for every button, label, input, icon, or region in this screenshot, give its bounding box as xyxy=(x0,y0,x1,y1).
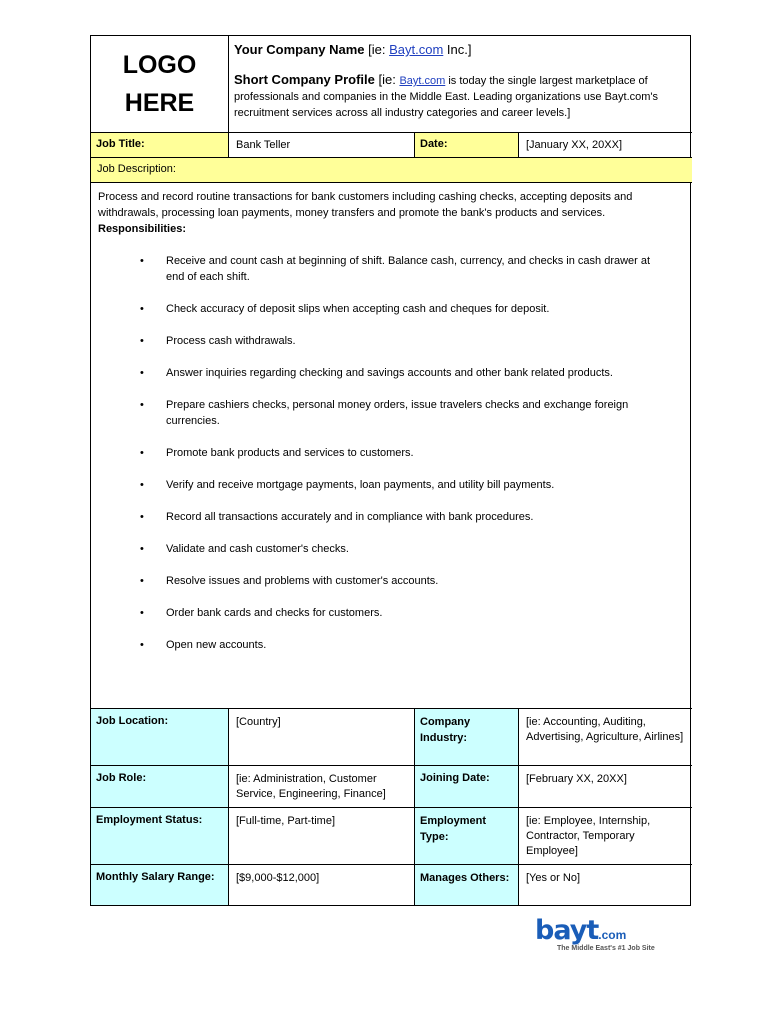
company-profile xyxy=(234,72,684,121)
list-item: • Validate and cash customer's checks. xyxy=(140,543,349,555)
list-item: • Promote bank products and services to customers. xyxy=(140,447,414,459)
bullet-icon: • xyxy=(140,303,144,315)
job-location-label: Job Location: xyxy=(91,709,229,766)
bullet-icon: • xyxy=(140,335,144,347)
profile-prefix: [ie: xyxy=(374,72,400,87)
company-info-cell xyxy=(229,36,692,133)
responsibilities-heading: Responsibilities: xyxy=(98,223,187,235)
employment-type-value: [ie: Employee, Internship, Contractor, Temporary Employee] xyxy=(519,808,692,865)
bullet-icon: • xyxy=(140,543,144,555)
responsibilities-list xyxy=(98,253,685,653)
bayt-logo-suffix: .com xyxy=(598,928,627,942)
list-item: • Resolve issues and problems with customer's accounts. xyxy=(140,575,439,587)
bayt-logo xyxy=(535,917,655,952)
logo-line-2: HERE xyxy=(124,89,195,117)
list-item: • Process cash withdrawals. xyxy=(140,335,296,347)
list-item: • Prepare cashiers checks, personal money orders, issue travelers checks and exchange foreign currencies. xyxy=(140,399,629,427)
list-item: • Verify and receive mortgage payments, loan payments, and utility bill payments. xyxy=(140,479,555,491)
bullet-icon: • xyxy=(140,511,144,523)
logo-placeholder xyxy=(91,36,229,133)
salary-range-value: [$9,000-$12,000] xyxy=(229,865,415,905)
list-item: • Record all transactions accurately and in compliance with bank procedures. xyxy=(140,511,534,523)
job-description-document xyxy=(90,35,691,906)
list-item: • Answer inquiries regarding checking and savings accounts and other bank related products. xyxy=(140,367,613,379)
company-name-prefix: [ie: xyxy=(364,42,390,57)
manages-others-value: [Yes or No] xyxy=(526,872,581,884)
job-description-text: Process and record routine transactions for bank customers including cashing checks, accepting deposits and withdrawals, processing loan payments, money transfers and promote the bank's products and services. xyxy=(98,191,633,219)
salary-range-label: Monthly Salary Range: xyxy=(91,865,229,905)
bullet-icon: • xyxy=(140,575,144,587)
employment-status-label: Employment Status: xyxy=(91,808,229,865)
bullet-icon: • xyxy=(140,255,144,267)
employment-type-label: Employment Type: xyxy=(415,808,519,865)
company-name-suffix: Inc.] xyxy=(443,42,472,57)
job-title-value: Bank Teller xyxy=(229,133,415,158)
job-description-body xyxy=(91,183,692,709)
bullet-icon: • xyxy=(140,607,144,619)
job-role-label: Job Role: xyxy=(91,766,229,808)
employment-status-value: [Full-time, Part-time] xyxy=(229,808,415,865)
job-title-label: Job Title: xyxy=(91,133,229,158)
bayt-logo-word: bayt xyxy=(535,915,599,946)
list-item: • Open new accounts. xyxy=(140,639,267,651)
job-role-value: [ie: Administration, Customer Service, Engineering, Finance] xyxy=(229,766,415,808)
joining-date-value: [February XX, 20XX] xyxy=(519,766,692,808)
profile-link[interactable]: Bayt.com xyxy=(399,75,446,87)
bullet-icon: • xyxy=(140,367,144,379)
logo-line-1: LOGO xyxy=(122,51,197,79)
manages-others-label: Manages Others: xyxy=(415,865,519,905)
bullet-icon: • xyxy=(140,479,144,491)
company-name-link[interactable]: Bayt.com xyxy=(389,42,444,57)
job-description-label: Job Description: xyxy=(91,158,692,183)
company-name-label: Your Company Name xyxy=(234,42,365,57)
joining-date-label: Joining Date: xyxy=(415,766,519,808)
job-location-value: [Country] xyxy=(229,709,415,766)
list-item: • Order bank cards and checks for customers. xyxy=(140,607,383,619)
date-label: Date: xyxy=(415,133,519,158)
company-industry-label: Company Industry: xyxy=(415,709,519,766)
company-name xyxy=(234,42,684,57)
list-item: • Receive and count cash at beginning of shift. Balance cash, currency, and checks in cash drawer at end of each shift. xyxy=(140,255,651,283)
bayt-logo-tagline: The Middle East's #1 Job Site xyxy=(557,945,655,952)
company-industry-value: [ie: Accounting, Auditing, Advertising, Agriculture, Airlines] xyxy=(519,709,692,766)
list-item: • Check accuracy of deposit slips when accepting cash and cheques for deposit. xyxy=(140,303,550,315)
date-value: [January XX, 20XX] xyxy=(519,133,692,158)
bullet-icon: • xyxy=(140,399,144,411)
bullet-icon: • xyxy=(140,639,144,651)
job-description-table xyxy=(90,35,691,906)
profile-text: is today the single largest marketplace of professionals and companies in the Middle East. Leading organizations use Bayt.com's recruitment services across all industry categories and career levels.] xyxy=(234,75,659,119)
bullet-icon: • xyxy=(140,447,144,459)
profile-label: Short Company Profile xyxy=(234,72,375,87)
